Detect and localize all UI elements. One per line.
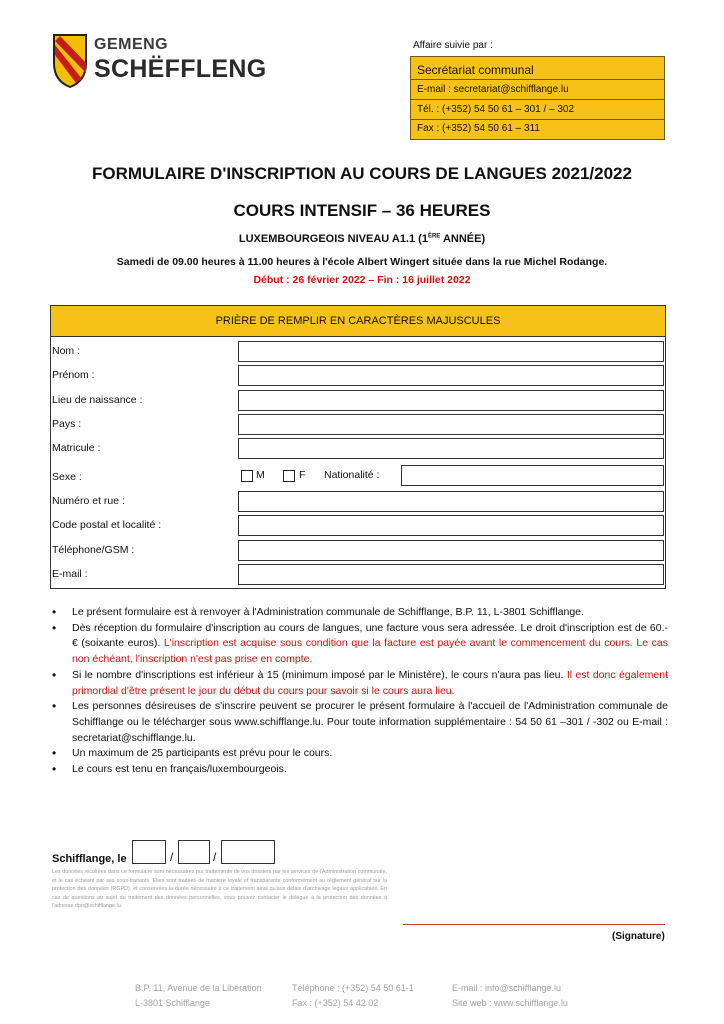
course-level xyxy=(0,233,724,245)
course-level-text: LUXEMBOURGEOIS NIVEAU A1.1 (1 xyxy=(238,233,428,245)
label-email: E-mail : xyxy=(52,568,88,580)
contact-fax: Fax : (+352) 54 50 61 – 311 xyxy=(417,123,540,134)
label-code-postal: Code postal et localité : xyxy=(52,519,162,531)
affaire-suivie-label: Affaire suivie par : xyxy=(413,40,493,51)
numero-rue-field[interactable] xyxy=(238,491,664,512)
label-numero-rue: Numéro et rue : xyxy=(52,495,125,507)
contact-divider xyxy=(411,79,664,80)
footer-telephone: Téléphone : (+352) 54 50 61-1 xyxy=(292,983,414,993)
date-separator: / xyxy=(170,850,174,864)
sexe-m-checkbox[interactable] xyxy=(241,470,253,482)
course-dates: Début : 26 février 2022 – Fin : 16 juillet 2022 xyxy=(253,274,471,286)
list-item: • Un maximum de 25 participants est prévu pour le cours. xyxy=(50,746,668,762)
form-title: FORMULAIRE D'INSCRIPTION AU COURS DE LANGUES 2021/2022 xyxy=(92,164,632,183)
label-sexe: Sexe : xyxy=(52,471,82,483)
sexe-f-checkbox[interactable] xyxy=(283,470,295,482)
sexe-f-label: F xyxy=(299,469,306,481)
prenom-field[interactable] xyxy=(238,365,664,386)
code-postal-field[interactable] xyxy=(238,515,664,536)
list-item: • Les personnes désireuses de s'inscrire peuvent se procurer le présent formulaire à l'accueil de l'Administration communale de Schifflange ou le télécharger sous www.schifflange.lu. Pour toute information supplémentaire : 54 50 61 –301 / -302 ou E-mail : secretariat@schifflange.lu. xyxy=(50,699,668,746)
commune-logo xyxy=(52,33,267,93)
label-prenom: Prénom : xyxy=(52,369,95,381)
matricule-field[interactable] xyxy=(238,438,664,459)
date-day-field[interactable] xyxy=(132,840,166,864)
contact-divider xyxy=(411,99,664,100)
list-item xyxy=(50,668,668,699)
form-banner: PRIÈRE DE REMPLIR EN CARACTÈRES MAJUSCULES xyxy=(51,306,665,337)
course-level-end: ANNÉE) xyxy=(440,233,486,245)
list-item-text: Si le nombre d'inscriptions est inférieur à 15 (minimum imposé par le Ministère), le cours n'aura pas lieu. xyxy=(72,668,567,681)
label-telephone: Téléphone/GSM : xyxy=(52,544,135,556)
email-field[interactable] xyxy=(238,564,664,585)
telephone-field[interactable] xyxy=(238,540,664,561)
privacy-notice: Les données récoltées dans ce formulaire sont nécessaires pur traitemente de vos dossiers par les services de l'Administration communale, et le cas échéant par ses sous-traitants. Elles sont traitées de manière loyale et transparente conformément au règlement général sur la protection des données (RGPD), et conservées la durée nécessaire à ce traitement ainsi qu'aux délais d'archivage légaux applicables. En cas de questions au sujet du traitement des données personnelles, vous pouvez contacter le délégué à la protection des données à l'adresse dpo@schifflange.lu. xyxy=(52,869,387,910)
course-title: COURS INTENSIF – 36 HEURES xyxy=(233,201,491,220)
list-item: • Le présent formulaire est à renvoyer à l'Administration communale de Schifflange, B.P. 11, L-3801 Schifflange. xyxy=(50,605,668,621)
nom-field[interactable] xyxy=(238,341,664,362)
list-item-text: Dès réception du formulaire d'inscription au cours de langues, une facture vous sera adressée. Le droit d'inscription est de 60.- € (soixante euros). xyxy=(72,621,668,650)
contact-department: Secrétariat communal xyxy=(417,63,534,77)
date-separator: / xyxy=(213,850,217,864)
contact-email: E-mail : secretariat@schifflange.lu xyxy=(417,84,569,95)
list-item: • Le cours est tenu en français/luxembourgeois. xyxy=(50,762,668,778)
date-place-label: Schifflange, le xyxy=(52,853,127,865)
coat-of-arms-icon xyxy=(52,33,88,89)
contact-tel: Tél. : (+352) 54 50 61 – 301 / – 302 xyxy=(417,104,575,115)
information-list xyxy=(50,605,668,778)
date-month-field[interactable] xyxy=(178,840,210,864)
label-lieu-naissance: Lieu de naissance : xyxy=(52,394,143,406)
footer-address-1: B.P. 11, Avenue de la Libération xyxy=(135,983,262,993)
registration-form xyxy=(50,305,666,589)
nationalite-field[interactable] xyxy=(401,465,664,486)
signature-line[interactable] xyxy=(403,924,665,925)
contact-box xyxy=(410,56,665,140)
label-pays: Pays : xyxy=(52,418,82,430)
logo-text-gemeng: GEMENG xyxy=(94,36,169,53)
pays-field[interactable] xyxy=(238,414,664,435)
course-schedule: Samedi de 09.00 heures à 11.00 heures à l'école Albert Wingert située dans la rue Michel Rodange. xyxy=(116,256,608,268)
course-level-sup: ÈRE xyxy=(427,233,441,240)
footer-fax: Fax : (+352) 54 42 02 xyxy=(292,998,379,1008)
logo-text-scheffleng: SCHËFFLENG xyxy=(94,55,267,83)
label-matricule: Matricule : xyxy=(52,442,101,454)
contact-divider xyxy=(411,119,664,120)
list-item xyxy=(50,621,668,668)
signature-label: (Signature) xyxy=(612,931,665,942)
footer-website: Site web : www.schifflange.lu xyxy=(452,998,568,1008)
footer-address-2: L-3801 Schifflange xyxy=(135,998,210,1008)
label-nationalite: Nationalité : xyxy=(324,469,380,481)
footer-email: E-mail : info@schifflange.lu xyxy=(452,983,562,993)
list-item-warning: L'inscription est acquise sous condition que la facture est payée avant le commencement du cours. Le cas non échéant, l'inscription n'est pas prise en compte. xyxy=(72,637,668,666)
label-nom: Nom : xyxy=(52,345,81,357)
list-item-warning: Il est donc également primordial d'être présent le jour du début du cours pour savoir si le cours aura lieu. xyxy=(72,668,669,697)
lieu-naissance-field[interactable] xyxy=(238,390,664,411)
sexe-m-label: M xyxy=(256,469,265,481)
date-year-field[interactable] xyxy=(221,840,275,864)
